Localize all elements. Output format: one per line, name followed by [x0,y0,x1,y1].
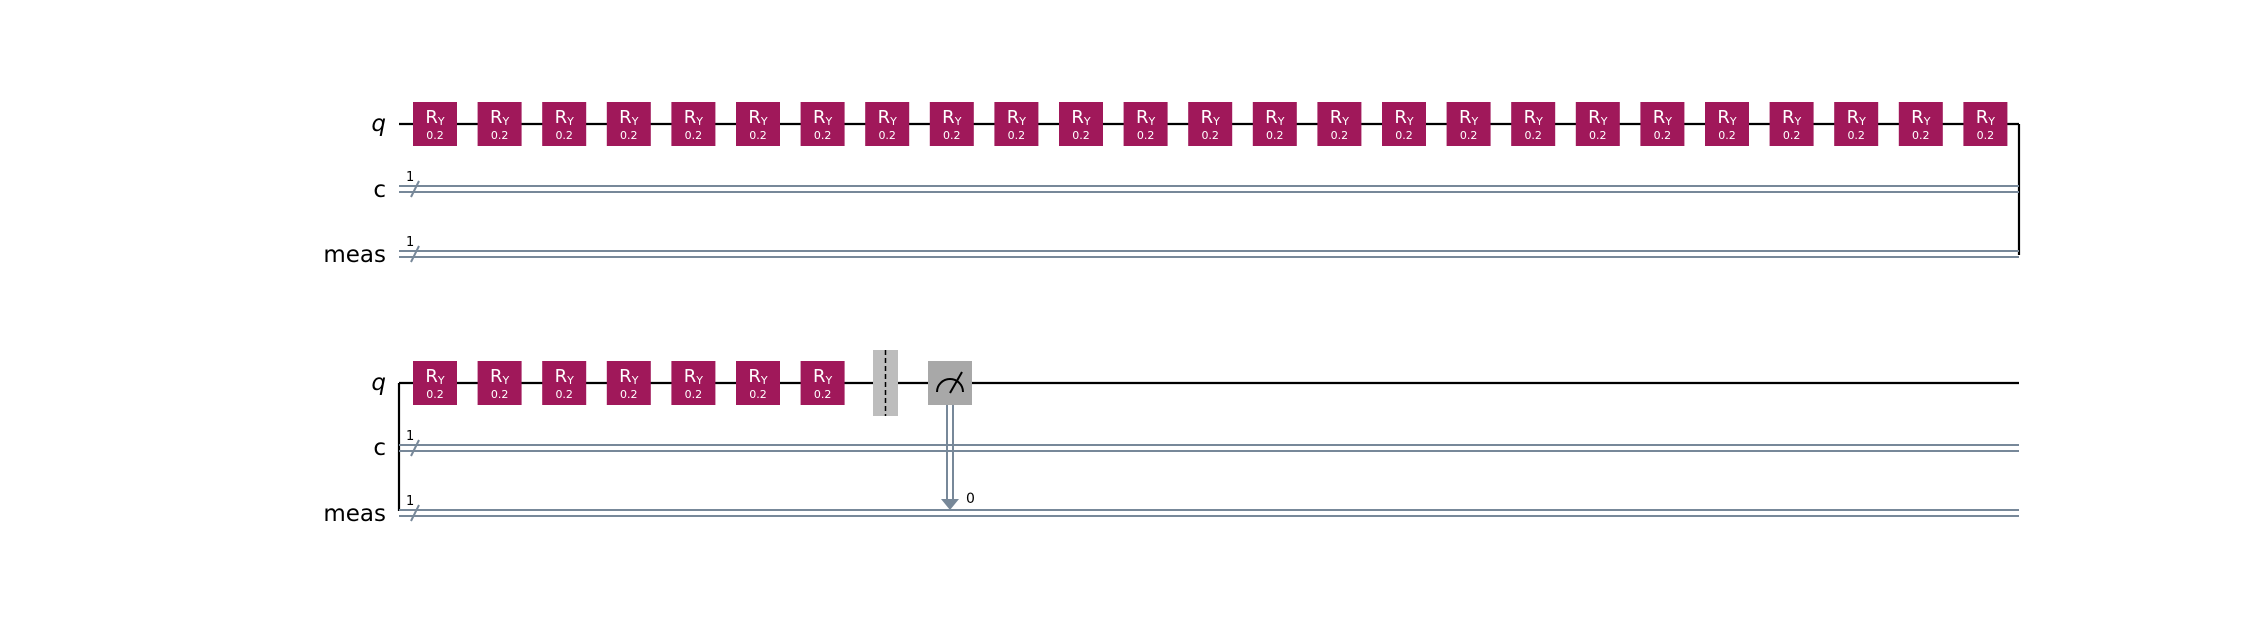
ry-gate-param: 0.2 [1007,129,1026,142]
ry-gate [930,102,974,146]
ry-gate [671,102,715,146]
ry-gate-label: RY [812,366,833,387]
qubit-wire-label: q [371,370,386,396]
ry-gate [478,361,522,405]
ry-gate-label: RY [748,107,768,128]
ry-gate-param: 0.2 [1072,129,1090,142]
ry-gate [1705,102,1749,146]
ry-gate [671,361,715,405]
ry-gate-label: RY [1588,107,1608,128]
ry-gate-param: 0.2 [684,129,703,142]
ry-gate [1447,102,1491,146]
ry-gate-label: RY [1975,107,1996,128]
ry-gate [1899,102,1943,146]
ry-gate-param: 0.2 [620,388,638,401]
ry-gate-param: 0.2 [1718,129,1736,142]
ry-gate [542,361,586,405]
ry-gate-param: 0.2 [555,129,573,142]
ry-gate-param: 0.2 [943,129,961,142]
ry-gate [865,102,909,146]
ry-gate-label: RY [1523,107,1543,128]
ry-gate-label: RY [425,107,445,128]
circuit-row-2 [323,350,2019,527]
ry-gate-param: 0.2 [878,129,896,142]
ry-gate [801,361,845,405]
bit-count-meas: 1 [406,494,415,509]
ry-gate-label: RY [1006,107,1027,128]
measure-arrow-icon [941,499,959,510]
ry-gate-label: RY [1329,107,1350,128]
ry-gate-param: 0.2 [1589,129,1607,142]
ry-gate [413,361,457,405]
ry-gate [801,102,845,146]
ry-gate-label: RY [489,107,510,128]
ry-gate [1834,102,1878,146]
ry-gate [1382,102,1426,146]
ry-gate-label: RY [748,366,768,387]
ry-gate-label: RY [1071,107,1091,128]
ry-gate-param: 0.2 [1266,129,1284,142]
ry-gate [542,102,586,146]
ry-gate-param: 0.2 [1459,129,1478,142]
ry-gate-label: RY [877,107,897,128]
ry-gate-param: 0.2 [1912,129,1930,142]
ry-gate-param: 0.2 [813,388,832,401]
ry-gate [1253,102,1297,146]
ry-gate [1188,102,1232,146]
ry-gate [1770,102,1814,146]
classical-register-meas-label: meas [323,242,386,268]
ry-gate-param: 0.2 [749,388,767,401]
ry-gate [607,361,651,405]
ry-gate-param: 0.2 [1330,129,1349,142]
ry-gate-label: RY [554,366,574,387]
ry-gate [994,102,1038,146]
ry-gate-label: RY [1846,107,1866,128]
ry-gate-label: RY [1911,107,1931,128]
ry-gate-param: 0.2 [490,129,509,142]
ry-gate-label: RY [425,366,445,387]
ry-gate-label: RY [1717,107,1737,128]
ry-gate-param: 0.2 [555,388,573,401]
ry-gate-label: RY [683,366,704,387]
ry-gate-param: 0.2 [1136,129,1155,142]
classical-wire-meas [399,251,2019,257]
ry-gate-label: RY [1394,107,1414,128]
ry-gate [1576,102,1620,146]
ry-gate-label: RY [1781,107,1802,128]
ry-gate-param: 0.2 [684,388,703,401]
ry-gate [1963,102,2007,146]
ry-gate [1124,102,1168,146]
ry-gate [478,102,522,146]
ry-gate [1640,102,1684,146]
bit-count-c: 1 [406,429,415,444]
ry-gate-label: RY [1652,107,1673,128]
ry-gate-param: 0.2 [426,388,444,401]
bit-count-meas: 1 [406,235,415,250]
ry-gate-param: 0.2 [490,388,509,401]
ry-gate-label: RY [1135,107,1156,128]
ry-gate [736,361,780,405]
ry-gate-label: RY [683,107,704,128]
ry-gate-param: 0.2 [749,129,767,142]
circuit-row-1 [323,102,2019,268]
ry-gate [413,102,457,146]
ry-gate-label: RY [1200,107,1220,128]
ry-gate-label: RY [942,107,962,128]
measure-target-bit-label: 0 [966,491,975,507]
classical-register-c-label: c [373,435,386,461]
ry-gate-label: RY [554,107,574,128]
ry-gate-label: RY [1458,107,1479,128]
barrier [873,350,898,416]
classical-wire-meas [399,510,2019,516]
ry-gate-sequence [413,361,845,405]
ry-gate-param: 0.2 [620,129,638,142]
ry-gate-param: 0.2 [1524,129,1542,142]
ry-gate [736,102,780,146]
ry-gate-param: 0.2 [1653,129,1672,142]
qubit-wire-label: q [371,111,386,137]
classical-register-meas-label: meas [323,501,386,527]
ry-gate-param: 0.2 [813,129,832,142]
ry-gate-label: RY [489,366,510,387]
classical-register-c-label: c [373,177,386,203]
ry-gate-param: 0.2 [1976,129,1995,142]
ry-gate-param: 0.2 [1201,129,1219,142]
classical-wire-c [399,445,2019,451]
ry-gate [1317,102,1361,146]
bit-count-c: 1 [406,170,415,185]
classical-wire-c [399,186,2019,192]
ry-gate-param: 0.2 [426,129,444,142]
ry-gate-label: RY [619,107,639,128]
measure-gate [928,361,975,510]
ry-gate-param: 0.2 [1782,129,1801,142]
ry-gate-param: 0.2 [1847,129,1865,142]
ry-gate-label: RY [1265,107,1285,128]
ry-gate-label: RY [812,107,833,128]
ry-gate [607,102,651,146]
ry-gate-label: RY [619,366,639,387]
ry-gate-param: 0.2 [1395,129,1413,142]
ry-gate [1511,102,1555,146]
ry-gate [1059,102,1103,146]
